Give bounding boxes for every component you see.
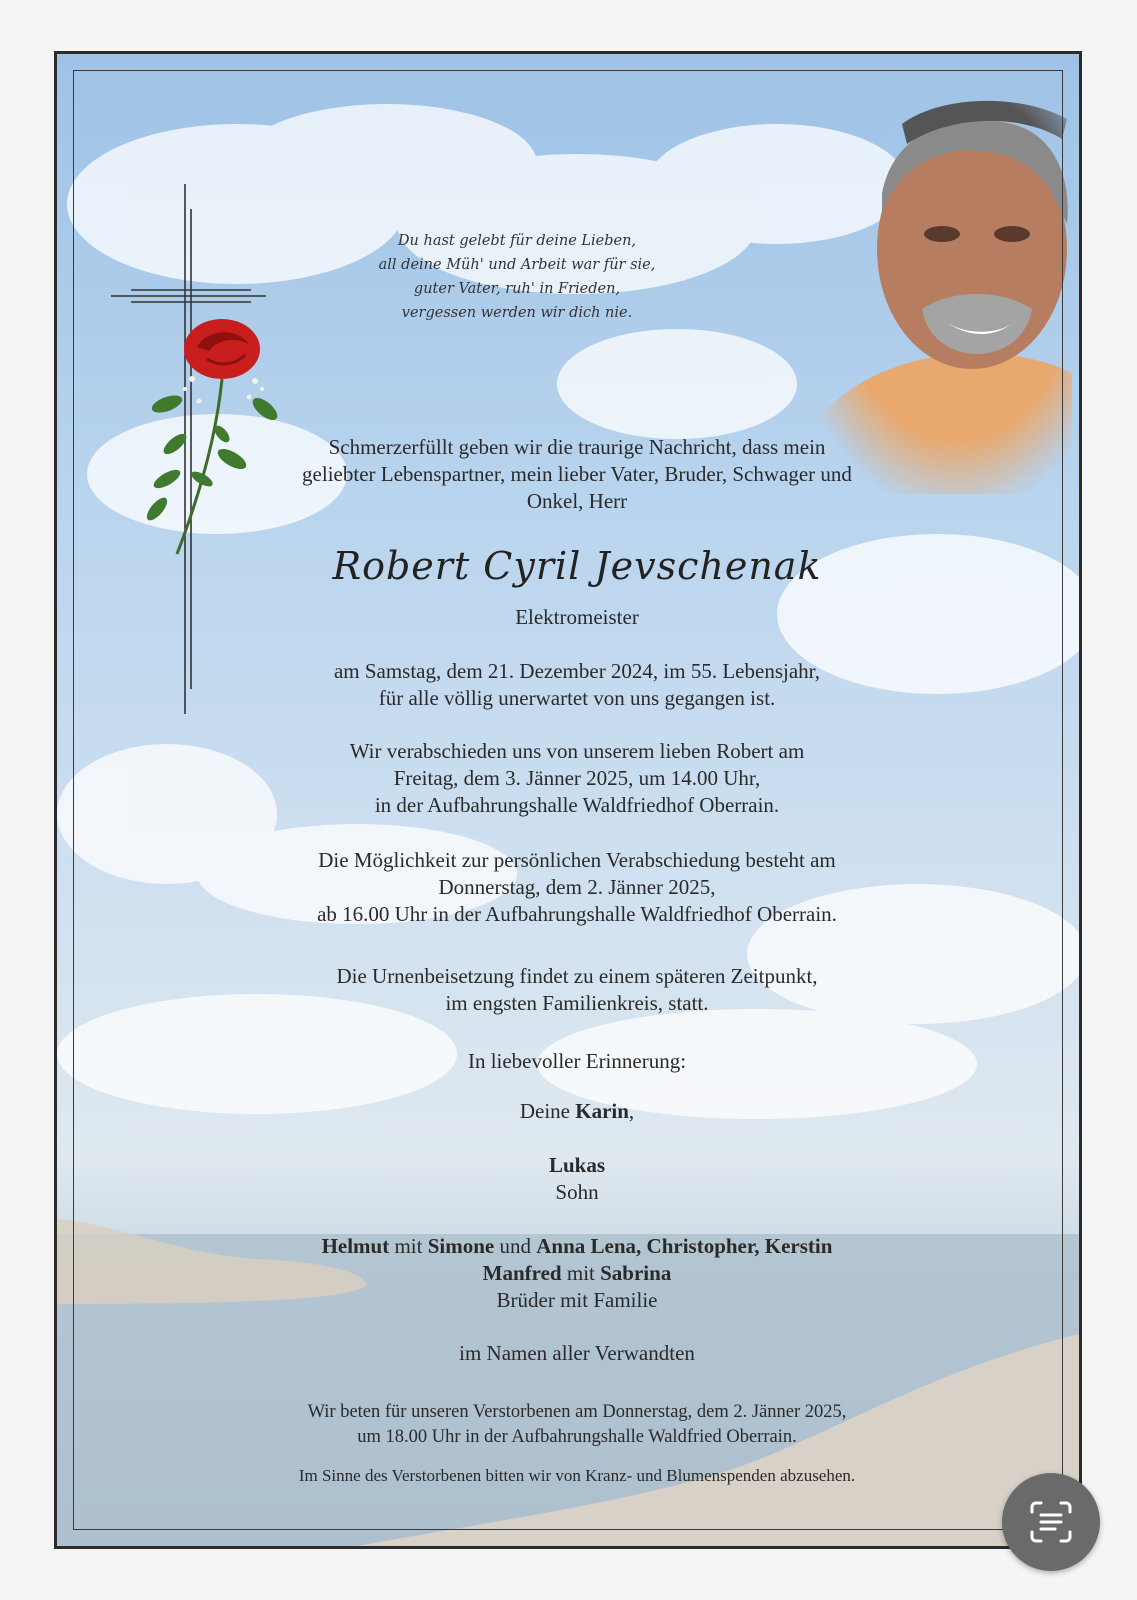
son-role: Sohn — [555, 1180, 599, 1204]
brothers-role: Brüder mit Familie — [496, 1288, 658, 1312]
karin-name: Karin — [575, 1099, 629, 1123]
intro-text — [197, 434, 957, 515]
urn-notice — [197, 963, 957, 1017]
viewing-notice — [197, 847, 957, 928]
poem-line: all deine Müh' und Arbeit war für sie, — [378, 257, 656, 273]
farewell-line: Freitag, dem 3. Jänner 2025, um 14.00 Uhr, — [393, 766, 761, 790]
farewell-line: in der Aufbahrungshalle Waldfriedhof Oberrain. — [374, 793, 780, 817]
content — [57, 54, 1079, 1546]
brothers-line: Helmut mit Simone und Anna Lena, Christopher, Kerstin — [321, 1234, 833, 1258]
prayer-line: um 18.00 Uhr in der Aufbahrungshalle Waldfried Oberrain. — [357, 1427, 797, 1447]
viewing-line: ab 16.00 Uhr in der Aufbahrungshalle Waldfriedhof Oberrain. — [317, 902, 837, 926]
viewing-line: Die Möglichkeit zur persönlichen Verabschiedung besteht am — [318, 848, 836, 872]
poem-line: vergessen werden wir dich nie. — [401, 305, 633, 321]
poem — [297, 229, 737, 325]
poem-line: guter Vater, ruh' in Frieden, — [413, 281, 621, 297]
urn-line: Die Urnenbeisetzung findet zu einem späteren Zeitpunkt, — [336, 964, 818, 988]
intro-line: Schmerzerfüllt geben wir die traurige Nachricht, dass mein — [328, 435, 826, 459]
poem-line: Du hast gelebt für deine Lieben, — [397, 233, 637, 249]
family-son — [197, 1152, 957, 1206]
farewell-notice — [197, 738, 957, 819]
text-scan-button[interactable] — [1002, 1473, 1100, 1571]
intro-line: Onkel, Herr — [526, 489, 628, 513]
brothers-line: Manfred mit Sabrina — [482, 1261, 672, 1285]
intro-line: geliebter Lebenspartner, mein lieber Vater, Bruder, Schwager und — [302, 462, 852, 486]
deceased-profession: Elektromeister — [515, 605, 639, 629]
farewell-line: Wir verabschieden uns von unserem lieben Robert am — [349, 739, 805, 763]
family-karin: Deine Karin, — [519, 1099, 635, 1123]
memory-heading: In liebevoller Erinnerung: — [467, 1049, 687, 1073]
death-line: für alle völlig unerwartet von uns gegangen ist. — [378, 686, 776, 710]
family-brothers — [197, 1233, 957, 1314]
prayer-line: Wir beten für unseren Verstorbenen am Donnerstag, dem 2. Jänner 2025, — [307, 1402, 847, 1422]
text-scan-icon — [1029, 1500, 1073, 1544]
urn-line: im engsten Familienkreis, statt. — [445, 991, 709, 1015]
obituary-card — [54, 51, 1082, 1549]
son-name: Lukas — [548, 1153, 606, 1177]
death-line: am Samstag, dem 21. Dezember 2024, im 55. Lebensjahr, — [333, 659, 821, 683]
relatives-line: im Namen aller Verwandten — [459, 1341, 695, 1365]
deceased-name: Robert Cyril Jevschenak — [332, 544, 822, 588]
prayer-notice — [197, 1400, 957, 1450]
viewing-line: Donnerstag, dem 2. Jänner 2025, — [438, 875, 716, 899]
death-notice — [197, 658, 957, 712]
donation-request: Im Sinne des Verstorbenen bitten wir von Kranz- und Blumenspenden abzusehen. — [298, 1466, 856, 1485]
